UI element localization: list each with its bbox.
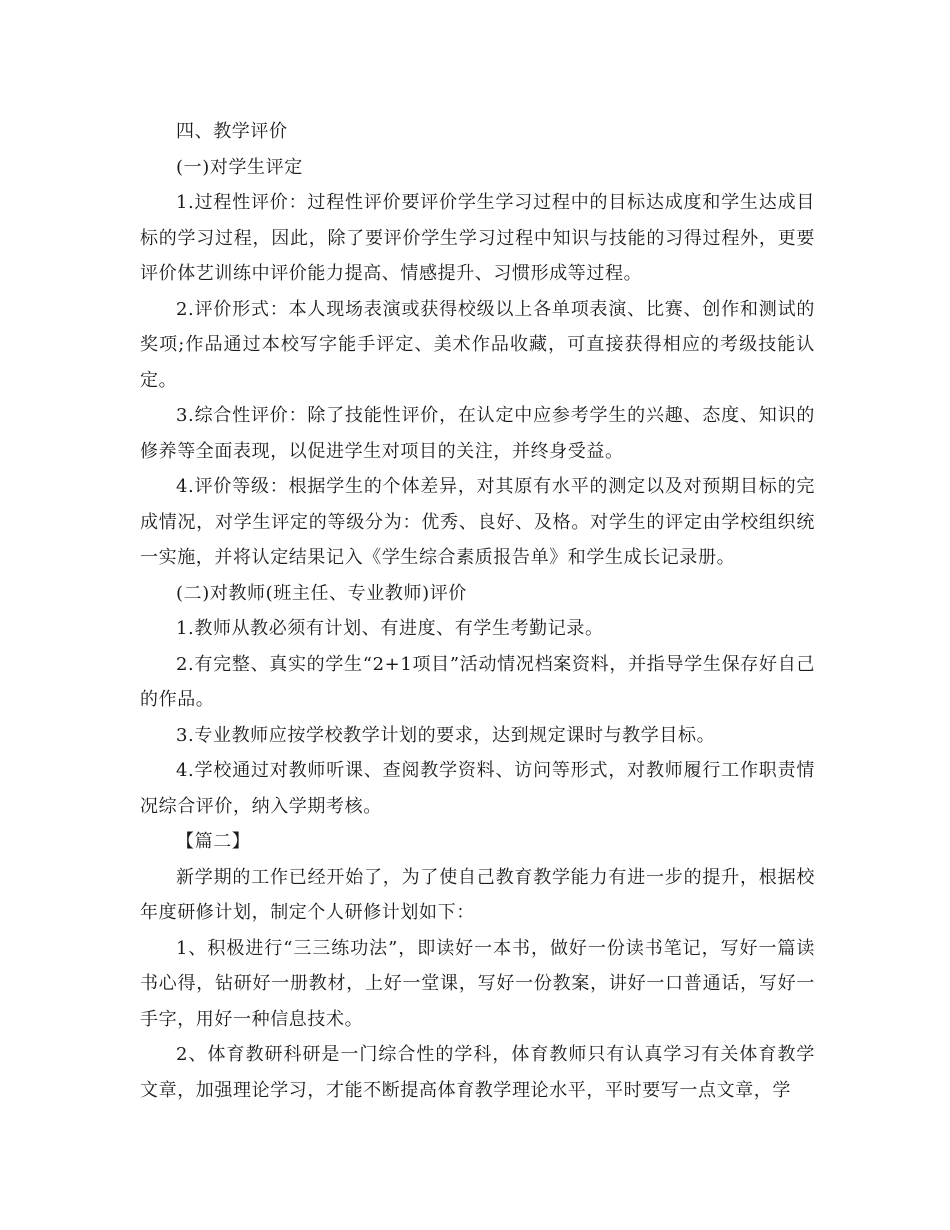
paragraph-teacher-hours: 3.专业教师应按学校教学计划的要求，达到规定课时与教学目标。 <box>176 724 716 746</box>
paragraph-practice-method: 1、积极进行“三三练功法”，即读好一本书，做好一份读书笔记，写好一篇读书心得，钻研好一册教材，上好一堂课，写好一份教案，讲好一口普通话，写好一手字，用好一种信息技术。 <box>140 937 815 1030</box>
document-body <box>140 114 815 1108</box>
paragraph-evaluation-form: 2.评价形式：本人现场表演或获得校级以上各单项表演、比赛、创作和测试的奖项;作品通过本校写字能手评定、美术作品收藏，可直接获得相应的考级技能认定。 <box>140 298 815 391</box>
paragraph-teacher-plan: 1.教师从教必须有计划、有进度、有学生考勤记录。 <box>176 618 604 639</box>
paragraph-teacher-records: 2.有完整、真实的学生“2+1项目”活动情况档案资料，并指导学生保存好自己的作品。 <box>140 653 815 710</box>
paragraph-new-semester: 新学期的工作已经开始了，为了使自己教育教学能力有进一步的提升，根据校年度研修计划，制定个人研修计划如下： <box>140 866 815 923</box>
subheading-student-evaluation: (一)对学生评定 <box>176 156 303 178</box>
paragraph-process-evaluation: 1.过程性评价：过程性评价要评价学生学习过程中的目标达成度和学生达成目标的学习过程，因此，除了要评价学生学习过程中知识与技能的习得过程外，更要评价体艺训练中评价能力提高、情感提升、习惯形成等过程。 <box>140 192 815 284</box>
paragraph-teacher-assessment: 4.学校通过对教师听课、查阅教学资料、访问等形式，对教师履行工作职责情况综合评价，纳入学期考核。 <box>140 760 815 817</box>
paragraph-pe-research: 2、体育教研科研是一门综合性的学科，体育教师只有认真学习有关体育教学文章，加强理论学习，才能不断提高体育教学理论水平，平时要写一点文章，学 <box>140 1044 815 1101</box>
section-heading-teaching-evaluation: 四、教学评价 <box>176 121 288 142</box>
paragraph-comprehensive-evaluation: 3.综合性评价：除了技能性评价，在认定中应参考学生的兴趣、态度、知识的修养等全面表现，以促进学生对项目的关注，并终身受益。 <box>140 405 815 462</box>
subheading-teacher-evaluation: (二)对教师(班主任、专业教师)评价 <box>176 582 467 604</box>
section-heading-part-two: 【篇二】 <box>176 831 251 852</box>
paragraph-evaluation-grades: 4.评价等级：根据学生的个体差异，对其原有水平的测定以及对预期目标的完成情况，对学生评定的等级分为：优秀、良好、及格。对学生的评定由学校组织统一实施，并将认定结果记入《学生综合素质报告单》和学生成长记录册。 <box>140 476 815 568</box>
